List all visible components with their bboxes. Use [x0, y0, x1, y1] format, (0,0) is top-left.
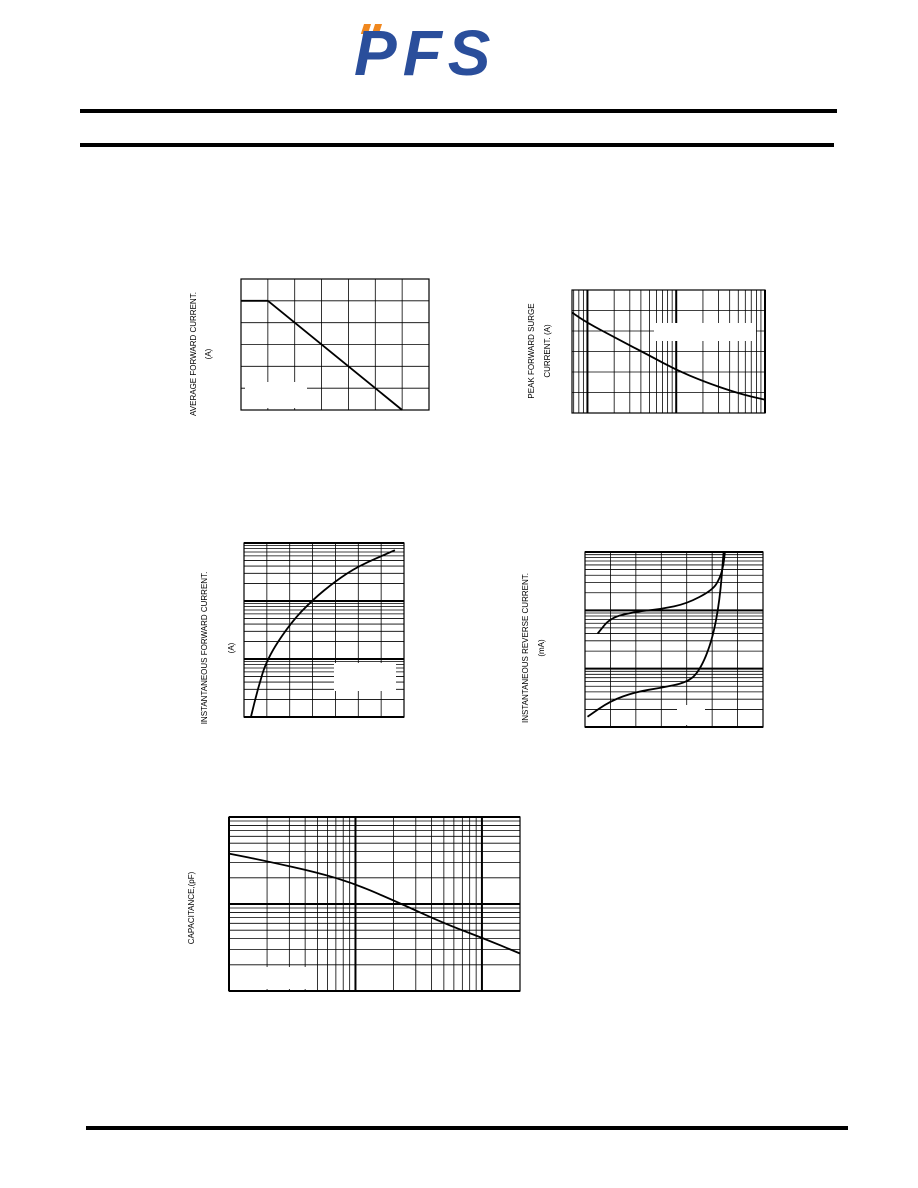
chart1-grid — [572, 290, 765, 413]
pfs-logo — [350, 18, 595, 80]
header-rule-top — [80, 109, 837, 113]
chart-average-forward-current — [241, 279, 429, 410]
logo-text: PFS — [354, 18, 497, 80]
ylabel-chart1-line1: PEAK FORWARD SURGE — [527, 303, 536, 399]
ylabel-chart1-line2: CURRENT. (A) — [543, 324, 552, 378]
chart1-legend-blank — [654, 323, 756, 341]
ylabel-chart2-line1: INSTANTANEOUS FORWARD CURRENT. — [200, 571, 209, 725]
ylabel-chart0 — [180, 280, 220, 430]
chart-capacitance — [229, 817, 520, 991]
ylabel-chart1 — [522, 290, 562, 420]
ylabel-chart0-line2: (A) — [204, 348, 213, 360]
ylabel-chart3-line2: (mA) — [537, 639, 546, 657]
chart3-legend-blank — [677, 705, 705, 725]
chart-instantaneous-forward-current — [244, 543, 404, 717]
chart4-legend-blank — [255, 967, 309, 989]
ylabel-chart3-line1: INSTANTANEOUS REVERSE CURRENT. — [521, 573, 530, 723]
chart2-series-0-line — [251, 550, 395, 717]
ylabel-chart2-line2: (A) — [227, 642, 236, 654]
footer-rule — [86, 1126, 848, 1130]
ylabel-chart2 — [194, 560, 238, 740]
ylabel-chart0-line1: AVERAGE FORWARD CURRENT. — [189, 292, 198, 416]
ylabel-chart4-line1: CAPACITANCE,(pF) — [187, 871, 196, 945]
header-rule-bottom — [80, 143, 834, 147]
chart-peak-forward-surge-current — [572, 290, 765, 413]
chart4-grid — [229, 817, 520, 991]
chart0-legend-blank — [245, 382, 307, 408]
ylabel-chart3 — [516, 560, 556, 740]
ylabel-chart4 — [180, 860, 210, 970]
chart-instantaneous-reverse-current — [585, 552, 763, 727]
chart2-legend-blank — [334, 663, 396, 691]
